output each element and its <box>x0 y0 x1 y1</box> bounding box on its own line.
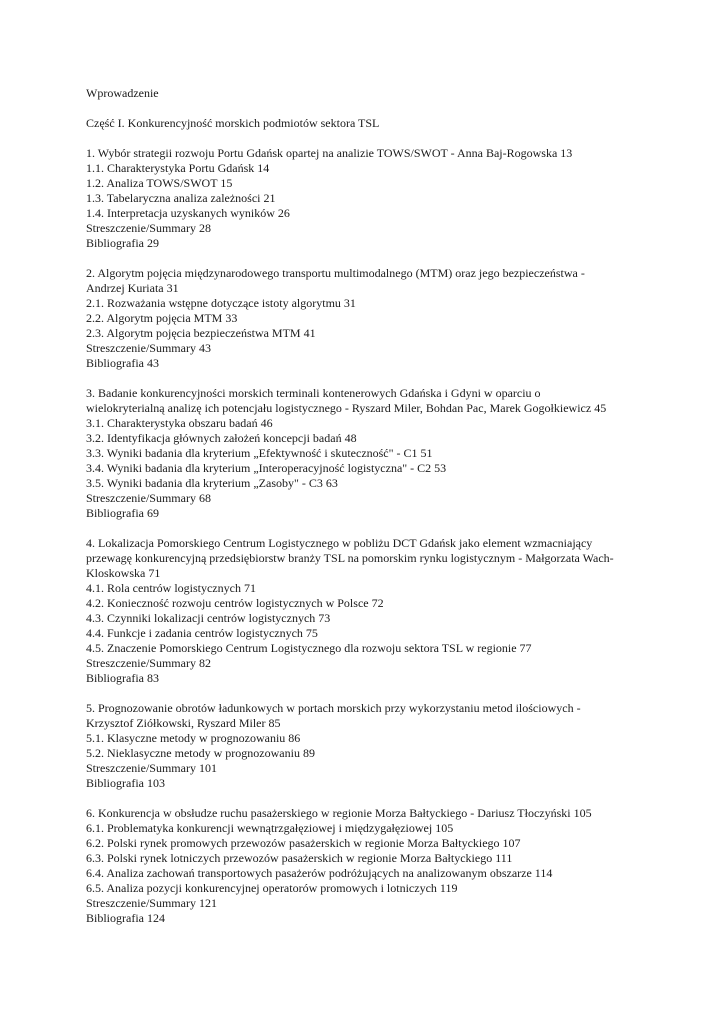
chapter-title-line: Andrzej Kuriata 31 <box>86 281 179 295</box>
toc-entry: 2.1. Rozważania wstępne dotyczące istoty algorytmu 31 <box>86 296 356 310</box>
toc-entry: 6.2. Polski rynek promowych przewozów pasażerskich w regionie Morza Bałtyckiego 107 <box>86 836 521 850</box>
chapter-title-line: 4. Lokalizacja Pomorskiego Centrum Logistycznego w pobliżu DCT Gdańsk jako element wzmacniający <box>86 536 593 550</box>
toc-entry: 2.2. Algorytm pojęcia MTM 33 <box>86 311 238 325</box>
toc-entry: Streszczenie/Summary 43 <box>86 341 211 355</box>
chapter-title-line: 3. Badanie konkurencyjności morskich terminali kontenerowych Gdańska i Gdyni w oparciu o <box>86 386 541 400</box>
toc-entry: 6.4. Analiza zachowań transportowych pasażerów podróżujących na analizowanym obszarze 114 <box>86 866 553 880</box>
toc-entry: 4.2. Konieczność rozwoju centrów logistycznych w Polsce 72 <box>86 596 384 610</box>
toc-entry: 1.2. Analiza TOWS/SWOT 15 <box>86 176 233 190</box>
toc-entry: 1.1. Charakterystyka Portu Gdańsk 14 <box>86 161 270 175</box>
toc-entry: 1.4. Interpretacja uzyskanych wyników 26 <box>86 206 290 220</box>
toc-entry: Bibliografia 103 <box>86 776 165 790</box>
toc-entry: Streszczenie/Summary 82 <box>86 656 211 670</box>
toc-entry: 3.4. Wyniki badania dla kryterium „Interoperacyjność logistyczna" - C2 53 <box>86 461 447 475</box>
toc-entry: 4.5. Znaczenie Pomorskiego Centrum Logistycznego dla rozwoju sektora TSL w regionie 77 <box>86 641 532 655</box>
chapter-block <box>86 266 685 371</box>
part-title: Część I. Konkurencyjność morskich podmiotów sektora TSL <box>86 116 380 130</box>
toc-entry: 2.3. Algorytm pojęcia bezpieczeństwa MTM 41 <box>86 326 316 340</box>
toc-entry: Streszczenie/Summary 28 <box>86 221 211 235</box>
toc-entry: 3.5. Wyniki badania dla kryterium „Zasoby" - C3 63 <box>86 476 338 490</box>
toc-entry: Bibliografia 43 <box>86 356 159 370</box>
toc-entry: Streszczenie/Summary 121 <box>86 896 217 910</box>
intro-block <box>86 86 685 101</box>
toc-entry: 6.3. Polski rynek lotniczych przewozów pasażerskich w regionie Morza Bałtyckiego 111 <box>86 851 513 865</box>
chapter-block <box>86 806 685 926</box>
chapter-title-line: 6. Konkurencja w obsłudze ruchu pasażerskiego w regionie Morza Bałtyckiego - Dariusz Tłoczyński 105 <box>86 806 592 820</box>
chapter-title-line: 5. Prognozowanie obrotów ładunkowych w portach morskich przy wykorzystaniu metod ilościowych - <box>86 701 581 715</box>
toc-entry: 4.4. Funkcje i zadania centrów logistycznych 75 <box>86 626 318 640</box>
part-block <box>86 116 685 131</box>
chapter-title-line: Krzysztof Ziółkowski, Ryszard Miler 85 <box>86 716 281 730</box>
toc-entry: 1.3. Tabelaryczna analiza zależności 21 <box>86 191 276 205</box>
chapter-title-line: 2. Algorytm pojęcia międzynarodowego transportu multimodalnego (MTM) oraz jego bezpieczeństwa - <box>86 266 585 280</box>
toc-entry: Streszczenie/Summary 101 <box>86 761 217 775</box>
toc-entry: 3.2. Identyfikacja głównych założeń koncepcji badań 48 <box>86 431 357 445</box>
toc-entry: Bibliografia 124 <box>86 911 165 925</box>
toc-entry: 4.3. Czynniki lokalizacji centrów logistycznych 73 <box>86 611 331 625</box>
chapter-block <box>86 536 685 686</box>
chapter-block <box>86 146 685 251</box>
intro-heading: Wprowadzenie <box>86 86 159 100</box>
chapters-list <box>86 146 685 926</box>
toc-entry: 5.1. Klasyczne metody w prognozowaniu 86 <box>86 731 301 745</box>
toc-entry: 4.1. Rola centrów logistycznych 71 <box>86 581 256 595</box>
chapter-block <box>86 701 685 791</box>
toc-entry: Bibliografia 69 <box>86 506 159 520</box>
toc-entry: 6.1. Problematyka konkurencji wewnątrzgałęziowej i międzygałęziowej 105 <box>86 821 454 835</box>
toc-entry: Bibliografia 83 <box>86 671 159 685</box>
chapter-block <box>86 386 685 521</box>
chapter-title-line: wielokryterialną analizę ich potencjału logistycznego - Ryszard Miler, Bohdan Pac, Marek Gogołkiewicz 45 <box>86 401 607 415</box>
toc-entry: 3.3. Wyniki badania dla kryterium „Efektywność i skuteczność" - C1 51 <box>86 446 433 460</box>
chapter-title-line: Kloskowska 71 <box>86 566 161 580</box>
toc-entry: Bibliografia 29 <box>86 236 159 250</box>
toc-entry: 6.5. Analiza pozycji konkurencyjnej operatorów promowych i lotniczych 119 <box>86 881 458 895</box>
toc-entry: 3.1. Charakterystyka obszaru badań 46 <box>86 416 273 430</box>
toc-entry: 5.2. Nieklasyczne metody w prognozowaniu 89 <box>86 746 315 760</box>
chapter-title-line: 1. Wybór strategii rozwoju Portu Gdańsk opartej na analizie TOWS/SWOT - Anna Baj-Rogowska 13 <box>86 146 573 160</box>
toc-entry: Streszczenie/Summary 68 <box>86 491 211 505</box>
chapter-title-line: przewagę konkurencyjną przedsiębiorstw branży TSL na pomorskim rynku logistycznym - Małgorzata Wach- <box>86 551 614 565</box>
